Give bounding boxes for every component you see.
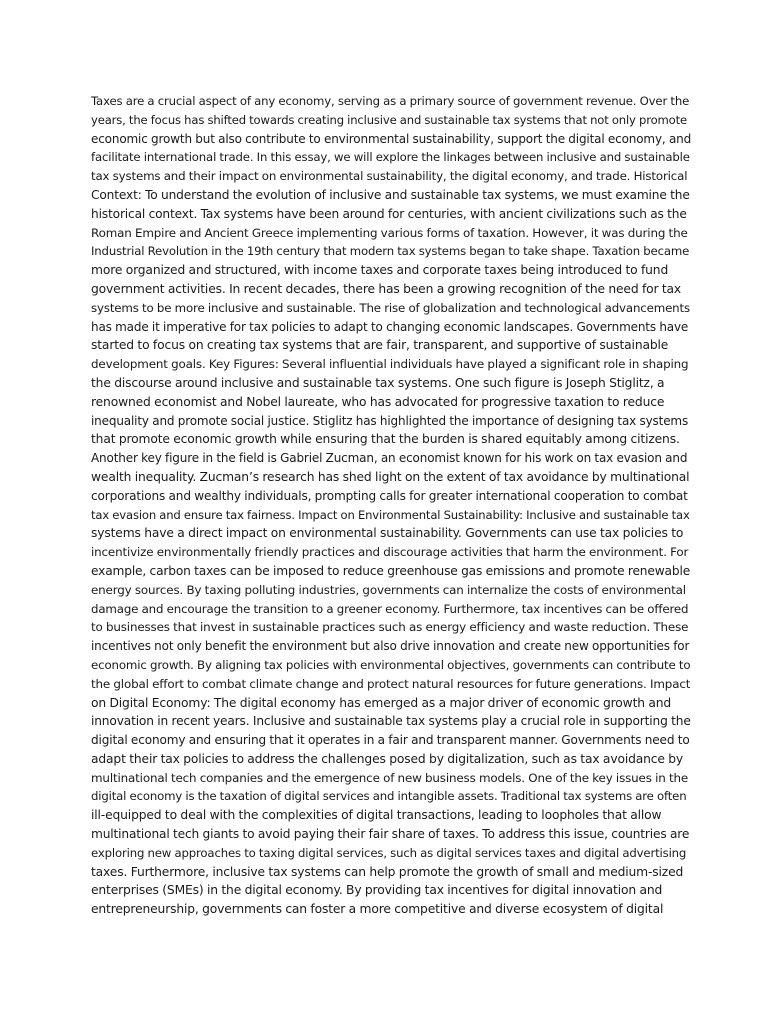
text-line: damage and encourage the transition to a greener economy. Furthermore, tax incentives can be offered	[91, 601, 689, 616]
text-line: Another key figure in the field is Gabriel Zucman, an economist known for his work on tax evasion and	[91, 451, 688, 466]
text-line: the global effort to combat climate change and protect natural resources for future generations. Impact	[91, 676, 691, 691]
text-line: started to focus on creating tax systems that are fair, transparent, and supportive of sustainable	[91, 338, 669, 353]
text-line: Taxes are a crucial aspect of any economy, serving as a primary source of government revenue. Over the	[91, 94, 690, 108]
text-line: example, carbon taxes can be imposed to reduce greenhouse gas emissions and promote renewable	[91, 563, 691, 578]
text-line: government activities. In recent decades, there has been a growing recognition of the need for tax	[91, 281, 682, 296]
text-line: exploring new approaches to taxing digital services, such as digital services taxes and digital advertising	[91, 845, 687, 860]
text-line: on Digital Economy: The digital economy has emerged as a major driver of economic growth and	[91, 695, 672, 710]
text-line: development goals. Key Figures: Several influential individuals have played a significant role in shaping	[91, 357, 689, 372]
text-line: tax evasion and ensure tax fairness. Impact on Environmental Sustainability: Inclusive and sustainable tax	[91, 507, 690, 522]
text-line: years, the focus has shifted towards creating inclusive and sustainable tax systems that not only promote	[91, 112, 687, 127]
text-line: tax systems and their impact on environmental sustainability, the digital economy, and trade. Historical	[91, 169, 688, 184]
text-line: to businesses that invest in sustainable practices such as energy efficiency and waste reduction. These	[91, 620, 689, 635]
text-line: systems have a direct impact on environmental sustainability. Governments can use tax policies to	[91, 526, 684, 541]
text-line: economic growth but also contribute to environmental sustainability, support the digital economy, and	[91, 131, 692, 146]
text-line: systems to be more inclusive and sustainable. The rise of globalization and technological advancements	[91, 300, 690, 315]
text-line: Context: To understand the evolution of inclusive and sustainable tax systems, we must examine the	[91, 187, 690, 202]
text-line: incentives not only benefit the environment but also drive innovation and create new opportunities for	[91, 639, 690, 654]
text-line: more organized and structured, with income taxes and corporate taxes being introduced to fund	[91, 263, 669, 278]
text-line: wealth inequality. Zucman’s research has shed light on the extent of tax avoidance by multinational	[91, 469, 690, 484]
text-line: innovation in recent years. Inclusive and sustainable tax systems play a crucial role in supporting the	[91, 714, 691, 729]
text-line: Roman Empire and Ancient Greece implementing various forms of taxation. However, it was during the	[91, 225, 688, 240]
body-paragraph	[91, 92, 691, 919]
text-line: entrepreneurship, governments can foster a more competitive and diverse ecosystem of digital	[91, 902, 664, 917]
text-line: facilitate international trade. In this essay, we will explore the linkages between inclusive and sustainable	[91, 150, 690, 165]
text-line: corporations and wealthy individuals, prompting calls for greater international cooperation to combat	[91, 488, 688, 503]
text-line: incentivize environmentally friendly practices and discourage activities that harm the environment. For	[91, 545, 689, 560]
text-line: enterprises (SMEs) in the digital economy. By providing tax incentives for digital innovation and	[91, 883, 663, 898]
text-line: economic growth. By aligning tax policies with environmental objectives, governments can contribute to	[91, 657, 691, 672]
text-line: energy sources. By taxing polluting industries, governments can internalize the costs of environmental	[91, 582, 686, 597]
text-line: multinational tech giants to avoid paying their fair share of taxes. To address this issue, countries are	[91, 827, 690, 842]
text-line: renowned economist and Nobel laureate, who has advocated for progressive taxation to reduce	[91, 394, 665, 409]
text-line: Industrial Revolution in the 19th century that modern tax systems began to take shape. Taxation became	[91, 244, 690, 259]
text-line: the discourse around inclusive and sustainable tax systems. One such figure is Joseph Stiglitz, a	[91, 375, 665, 390]
text-line: adapt their tax policies to address the challenges posed by digitalization, such as tax avoidance by	[91, 751, 684, 766]
text-line: multinational tech companies and the emergence of new business models. One of the key issues in the	[91, 770, 689, 785]
text-line: inequality and promote social justice. Stiglitz has highlighted the importance of designing tax systems	[91, 413, 689, 428]
text-line: ill-equipped to deal with the complexities of digital transactions, leading to loopholes that allow	[91, 808, 662, 823]
text-line: historical context. Tax systems have been around for centuries, with ancient civilizations such as the	[91, 206, 687, 221]
text-line: digital economy is the taxation of digital services and intangible assets. Traditional tax systems are often	[91, 789, 687, 804]
text-line: taxes. Furthermore, inclusive tax systems can help promote the growth of small and medium-sized	[91, 864, 684, 879]
text-line: that promote economic growth while ensuring that the burden is shared equitably among citizens.	[91, 432, 680, 447]
text-line: digital economy and ensuring that it operates in a fair and transparent manner. Governments need to	[91, 733, 690, 748]
text-line: has made it imperative for tax policies to adapt to changing economic landscapes. Governments have	[91, 319, 689, 334]
